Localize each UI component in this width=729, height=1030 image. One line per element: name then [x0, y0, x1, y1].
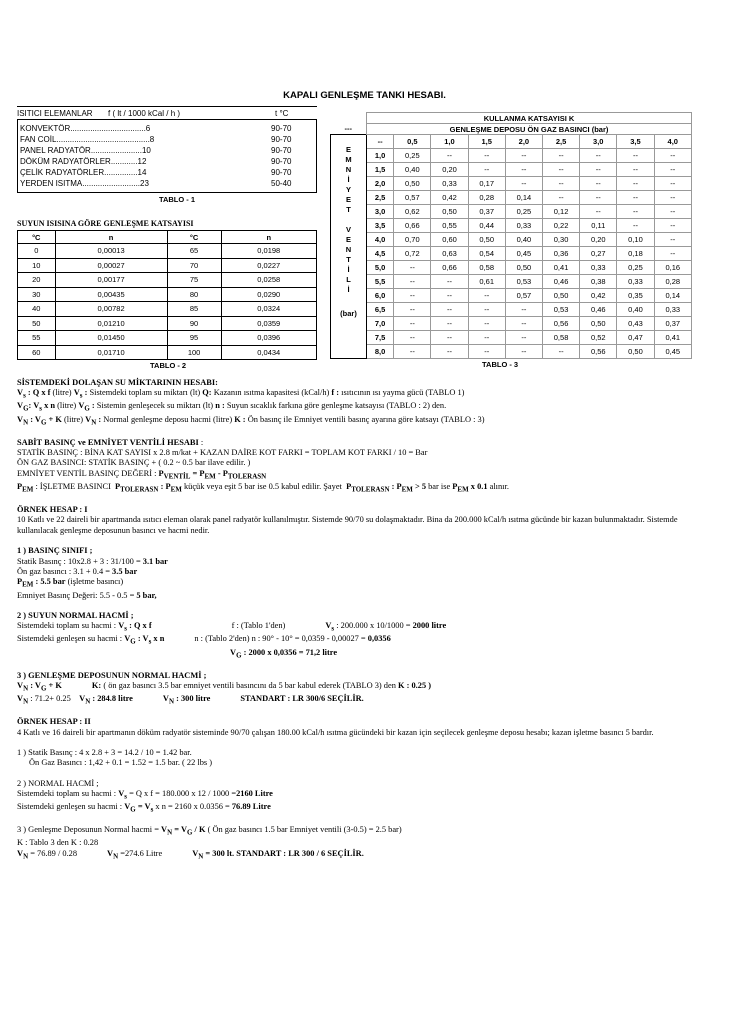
table3-cell: -- [654, 191, 691, 205]
table3-side-unit: (bar) [340, 309, 357, 318]
table1-row [18, 168, 316, 179]
table3-cell: 0,46 [542, 275, 579, 289]
example2-static-pressure: 1 ) Statik Basınç : 4 x 2.8 + 3 = 14.2 / 10 = 1.42 bar. [17, 747, 192, 757]
table3-cell: 0,41 [654, 331, 691, 345]
table3-cell: 0,53 [505, 275, 542, 289]
table3-safety-pressure: 4,5 [367, 247, 394, 261]
table3-cell: 0,45 [654, 345, 691, 359]
example2-tank-result: $V_N = 76.89 / 0.28$ $V_N =274.6$ Litre $V_N = 300$ lt. STANDART : LR 300 / 6 SEÇİLİR. [17, 848, 364, 861]
table3-column-header-row [331, 135, 692, 149]
table3-cell: -- [431, 345, 468, 359]
table3-cell: -- [468, 289, 505, 303]
table3-cell: -- [617, 205, 654, 219]
table2-header-cell: °C [167, 231, 221, 244]
table3-cell: -- [654, 177, 691, 191]
table3-column-header: -- [367, 135, 394, 149]
table3-cell: 0,20 [580, 233, 617, 247]
table3-cell: 0,33 [505, 219, 542, 233]
section1-line2: $V_G$: $V_s$ x n (litre) $V_G$ : Sistemin genleşecek su miktarı (lt) n : Suyun sıcaklık farkına göre genleşme katsayısı (TABLO : 2) den. [17, 401, 447, 414]
table3-safety-pressure: 7,5 [367, 331, 394, 345]
section2-line3: EMNİYET VENTİL BASINÇ DEĞERİ : $P_{VENTİL} = P_{EM} - P_{TOLERASN}$ [17, 468, 267, 481]
table2-cell: 0,00435 [55, 287, 167, 302]
table2-cell: 65 [167, 244, 221, 259]
table2-cell: 0,0396 [221, 331, 317, 346]
table-row [331, 177, 692, 191]
table2-cell: 0,00027 [55, 258, 167, 273]
table3-cell: 0,52 [580, 331, 617, 345]
example1-volume-title: 2 ) SUYUN NORMAL HACMİ ; [17, 610, 134, 620]
table3-safety-pressure: 2,5 [367, 191, 394, 205]
table3-cell: 0,11 [580, 219, 617, 233]
table3-cell: -- [431, 289, 468, 303]
table3-cell: 0,53 [542, 303, 579, 317]
table-row [331, 247, 692, 261]
table3-cell: -- [617, 219, 654, 233]
table2-cell: 100 [167, 345, 221, 360]
table3-side-letter: T [346, 255, 351, 264]
table3-cell: 0,42 [580, 289, 617, 303]
table-row [331, 163, 692, 177]
table-row [331, 233, 692, 247]
table3-cell: 0,10 [617, 233, 654, 247]
page-title: KAPALI GENLEŞME TANKI HESABI. [283, 90, 446, 101]
table3-safety-pressure: 2,0 [367, 177, 394, 191]
table2-cell: 20 [18, 273, 56, 288]
table3-column-header: 3,5 [617, 135, 654, 149]
table3-cell: -- [505, 177, 542, 191]
calculation-text [17, 378, 717, 862]
table3-safety-pressure: 1,0 [367, 149, 394, 163]
table3-side-letter [331, 215, 366, 225]
table3-cell: -- [542, 345, 579, 359]
table3-cell: -- [505, 303, 542, 317]
table1-element-name: KONVEKTÖR..................................6 [20, 124, 151, 133]
table-row [18, 302, 317, 317]
table3-cell: 0,55 [431, 219, 468, 233]
table1-row [18, 179, 316, 190]
table3-cell: 0,41 [542, 261, 579, 275]
table3-subtitle: GENLEŞME DEPOSU ÖN GAZ BASINCI (bar) [367, 124, 692, 135]
table1-element-name: PANEL RADYATÖR.......................10 [20, 146, 151, 155]
table3-cell: 0,33 [617, 275, 654, 289]
table3-cell: -- [617, 149, 654, 163]
table1-header-elements: ISITICI ELEMANLAR [17, 109, 93, 118]
table-row [18, 316, 317, 331]
table3-side-letter: E [345, 195, 351, 204]
table3-safety-pressure: 3,5 [367, 219, 394, 233]
table2-cell: 0,0434 [221, 345, 317, 360]
table2-cell: 60 [18, 345, 56, 360]
table3-column-header: 3,0 [580, 135, 617, 149]
table3-side-letter: N [345, 165, 352, 174]
table3-cell: -- [542, 177, 579, 191]
table1-row [18, 124, 316, 135]
table1-header [17, 106, 317, 120]
example1-static-pressure: Statik Basınç : 10x2.8 + 3 : 31/100 = 3.1 bar [17, 556, 168, 566]
table3-cell: 0,63 [431, 247, 468, 261]
table3-column-header: 0,5 [394, 135, 431, 149]
table3-column-header: 4,0 [654, 135, 691, 149]
table3-dash-cell: --- [344, 124, 352, 134]
table2-cell: 0,00177 [55, 273, 167, 288]
section1-line1: $V_s$ : Q x f (litre) $V_s$ : Sistemdeki toplam su miktarı (lt) Q: Kazanın ısıtma kapasitesi (kCal/h) f : ısıtıcının ısı yayma gücü (TABLO 1) [17, 388, 465, 401]
table3-cell: 0,36 [542, 247, 579, 261]
table2-cell: 85 [167, 302, 221, 317]
table1-temperature: 90-70 [271, 168, 292, 177]
table3-cell: -- [654, 233, 691, 247]
table1-element-name: ÇELİK RADYATÖRLER...............14 [20, 168, 147, 177]
section2-title: SABİT BASINÇ ve EMNİYET VENTİLİ HESABI : [17, 437, 204, 447]
section1-title: SİSTEMDEKİ DOLAŞAN SU MİKTARININ HESABI: [17, 378, 218, 387]
table1-row [18, 157, 316, 168]
table3-cell: -- [505, 331, 542, 345]
table2-cell: 0,0290 [221, 287, 317, 302]
table3-cell: 0,50 [542, 289, 579, 303]
table2-cell: 0,0258 [221, 273, 317, 288]
table2-header-row [18, 231, 317, 244]
table1-temperature: 90-70 [271, 146, 292, 155]
table3-cell: -- [468, 303, 505, 317]
table-row [18, 287, 317, 302]
table-row [331, 303, 692, 317]
table-row [331, 205, 692, 219]
example2-title: ÖRNEK HESAP : II [17, 717, 91, 727]
table3-cell: -- [654, 149, 691, 163]
table3-cell: 0,57 [394, 191, 431, 205]
table3-cell: 0,66 [394, 219, 431, 233]
table3-safety-pressure: 1,5 [367, 163, 394, 177]
table1-row [18, 135, 316, 146]
table2-cell: 0,0198 [221, 244, 317, 259]
table1-temperature: 90-70 [271, 124, 292, 133]
table3-cell: 0,44 [468, 219, 505, 233]
example1-tank-result: $V_N$ : 71.2+ 0.25 $V_N$ : 284.8 litre $V_N$ : 300 litre STANDART : LR 300/6 SEÇİLİR. [17, 694, 364, 706]
table3-cell: 0,27 [580, 247, 617, 261]
example1-expanding-volume: Sistemdeki genleşen su hacmi : $V_G$ : $V_s$ x n n : (Tablo 2'den) n : 90° - 10° = 0,0359 - 0,00027 = 0,0356 [17, 634, 391, 647]
example1-title: ÖRNEK HESAP : I [17, 505, 88, 515]
table3-side-letter: E [345, 145, 351, 154]
table2-cell: 30 [18, 287, 56, 302]
table3-safety-pressure: 4,0 [367, 233, 394, 247]
table3-cell: 0,62 [394, 205, 431, 219]
table2-header-cell: °C [18, 231, 56, 244]
table3-cell: 0,20 [431, 163, 468, 177]
section1-line3: $V_N$ : $V_G + K$ (litre) $V_N$ : Normal genleşme deposu hacmi (litre) K : Ön basınç ile Emniyet ventili basınç ayarına göre katsayı (TABLO : 3) [17, 414, 485, 427]
heater-elements-table [17, 106, 317, 204]
table3-cell: 0,17 [468, 177, 505, 191]
table3-cell: -- [394, 303, 431, 317]
table3-cell: 0,56 [580, 345, 617, 359]
table3-cell: 0,50 [580, 317, 617, 331]
table-row [18, 345, 317, 360]
table3-side-letter: V [345, 225, 351, 234]
table1-header-f: f ( lt / 1000 kCal / h ) [108, 109, 181, 118]
table3-side-letter: Y [345, 185, 351, 194]
table3-cell: 0,45 [505, 247, 542, 261]
table3-cell: -- [617, 191, 654, 205]
table3-cell: 0,38 [580, 275, 617, 289]
table2-cell: 0,0227 [221, 258, 317, 273]
table3-cell: 0,35 [617, 289, 654, 303]
table3-cell: -- [431, 331, 468, 345]
table3-cell: -- [580, 163, 617, 177]
example1-pressure-title: 1 ) BASINÇ SINIFI ; [17, 546, 93, 556]
table3-cell: 0,37 [468, 205, 505, 219]
table3-cell: 0,42 [431, 191, 468, 205]
table3-safety-pressure: 5,5 [367, 275, 394, 289]
table-row [18, 244, 317, 259]
table3-cell: -- [617, 177, 654, 191]
table3-side-letter: İ [347, 175, 350, 184]
table-row [331, 149, 692, 163]
table1-temperature: 90-70 [271, 135, 292, 144]
table3-cell: -- [431, 149, 468, 163]
table3-cell: 0,18 [617, 247, 654, 261]
table1-element-name: DÖKÜM RADYATÖRLER............12 [20, 157, 147, 166]
table3-cell: -- [542, 149, 579, 163]
table3-cell: -- [654, 247, 691, 261]
table2-cell: 0,01710 [55, 345, 167, 360]
table-row [331, 261, 692, 275]
expansion-coefficient-table [17, 219, 317, 370]
table2-cell: 55 [18, 331, 56, 346]
example1-operating-pressure: $P_{EM}$ : 5.5 bar (işletme basıncı) [17, 577, 124, 590]
table3-cell: -- [542, 191, 579, 205]
table3-column-header: 1,0 [431, 135, 468, 149]
table3-cell: 0,33 [580, 261, 617, 275]
table3-cell: 0,50 [431, 205, 468, 219]
table3-cell: -- [394, 345, 431, 359]
table3-side-label [331, 135, 367, 359]
table3-cell: 0,25 [617, 261, 654, 275]
table2-cell: 0,00013 [55, 244, 167, 259]
table2-cell: 40 [18, 302, 56, 317]
table3-cell: 0,50 [505, 261, 542, 275]
table1-header-t: t °C [275, 109, 289, 118]
table3-cell: -- [431, 275, 468, 289]
table1-caption: TABLO - 1 [158, 195, 196, 204]
table3-safety-pressure: 6,5 [367, 303, 394, 317]
example1-description: 10 Katlı ve 22 daireli bir apartmanda ısıtıcı eleman olarak panel radyatör kullanılmıştır. Sistemde 90/70 su dolaşmaktadır. Bina da 200.000 kCal/h ısıtma gücünde bir kazan bulunmaktadır. Sistemde kullanılacak genleşme deposunun basıncı ve hacmi nedir. [17, 515, 678, 535]
table2-cell: 0 [18, 244, 56, 259]
table2-cell: 75 [167, 273, 221, 288]
table3-side-letter: L [346, 275, 351, 284]
usage-coefficient-table [330, 112, 692, 369]
table3-cell: 0,33 [654, 303, 691, 317]
table3-cell: 0,58 [542, 331, 579, 345]
table3-cell: -- [505, 163, 542, 177]
table3-cell: -- [505, 317, 542, 331]
table3-cell: -- [468, 317, 505, 331]
table3-cell: 0,40 [394, 163, 431, 177]
table3-cell: -- [431, 303, 468, 317]
example1-tank-formula: $V_N$ : $V_G + K$ K: ( ön gaz basıncı 3.5 bar emniyet ventili basıncını da 5 bar kabul ederek (TABLO 3) den K : 0.25 ) [17, 680, 432, 693]
table3-cell: -- [468, 345, 505, 359]
table2-header-cell: n [55, 231, 167, 244]
table-row [331, 317, 692, 331]
table2-cell: 80 [167, 287, 221, 302]
table3-cell: -- [468, 149, 505, 163]
table-row [18, 258, 317, 273]
table2-cell: 50 [18, 316, 56, 331]
table3-side-letter: T [346, 205, 351, 214]
table3-cell: 0,66 [431, 261, 468, 275]
table1-body [17, 120, 317, 193]
table3-cell: 0,30 [542, 233, 579, 247]
table3-column-header: 2,0 [505, 135, 542, 149]
table2-cell: 0,01210 [55, 316, 167, 331]
table3-cell: 0,50 [394, 177, 431, 191]
table3-side-letter: N [345, 245, 352, 254]
table3-safety-pressure: 5,0 [367, 261, 394, 275]
table3-cell: 0,28 [654, 275, 691, 289]
table3-cell: -- [654, 205, 691, 219]
table3-cell: 0,47 [617, 331, 654, 345]
table3-cell: 0,70 [394, 233, 431, 247]
table3-column-header: 2,5 [542, 135, 579, 149]
table3-cell: 0,46 [580, 303, 617, 317]
table3-cell: 0,12 [542, 205, 579, 219]
table3-cell: -- [580, 149, 617, 163]
table3-cell: -- [580, 191, 617, 205]
table3-cell: 0,54 [468, 247, 505, 261]
table3-cell: 0,72 [394, 247, 431, 261]
table2-cell: 0,01450 [55, 331, 167, 346]
table-row [331, 289, 692, 303]
table3-column-header: 1,5 [468, 135, 505, 149]
table1-element-name: YERDEN ISITMA..........................23 [20, 179, 149, 188]
table3-cell: 0,61 [468, 275, 505, 289]
table3-cell: 0,40 [617, 303, 654, 317]
table2-cell: 70 [167, 258, 221, 273]
table3-cell: 0,33 [431, 177, 468, 191]
table3-cell: 0,56 [542, 317, 579, 331]
example2-tank-formula: 3 ) Genleşme Deposunun Normal hacmi = $V_N = V_G / K$ ( Ön gaz basıncı 1.5 bar Emniyet ventili (3-0.5) = 2.5 bar) [17, 825, 402, 837]
table2-cell: 0,0359 [221, 316, 317, 331]
table3-cell: -- [654, 163, 691, 177]
table3-cell: 0,22 [542, 219, 579, 233]
table3-cell: 0,37 [654, 317, 691, 331]
table2-cell: 90 [167, 316, 221, 331]
table3-cell: 0,57 [505, 289, 542, 303]
table3-safety-pressure: 8,0 [367, 345, 394, 359]
table3-cell: -- [654, 219, 691, 233]
table-row [331, 275, 692, 289]
example2-expanding-volume: Sistemdeki genleşen su hacmi : $V_G = V_s$ x n = 2160 x 0.0356 = 76.89 Litre [17, 802, 271, 814]
table3-cell: -- [580, 205, 617, 219]
table3-cell: 0,25 [394, 149, 431, 163]
example1-tank-title: 3 ) GENLEŞME DEPOSUNUN NORMAL HACMİ ; [17, 670, 207, 680]
example2-total-volume: Sistemdeki toplam su hacmi : $V_s = Q$ x f = 180.000 x 12 / 1000 =2160 Litre [17, 789, 273, 801]
example2-volume-title: 2 ) NORMAL HACMİ ; [17, 778, 99, 788]
table3-cell: 0,60 [431, 233, 468, 247]
table3-safety-pressure: 3,0 [367, 205, 394, 219]
example1-expanding-result: $V_G$ : 2000 x 0,0356 = 71,2 litre [230, 647, 338, 660]
table3-cell: -- [617, 163, 654, 177]
table3-cell: 0,16 [654, 261, 691, 275]
table2-cell: 10 [18, 258, 56, 273]
table-row [18, 331, 317, 346]
table-row [331, 331, 692, 345]
table2-header-cell: n [221, 231, 317, 244]
table-row [331, 191, 692, 205]
table-row [18, 273, 317, 288]
table3-cell: -- [394, 317, 431, 331]
example2-pre-gas-pressure: Ön Gaz Basıncı : 1,42 + 0.1 = 1.52 = 1.5 bar. ( 22 lbs ) [29, 758, 213, 768]
table3-title: KULLANMA KATSAYISI K [367, 113, 692, 124]
table3-cell: 0,14 [654, 289, 691, 303]
table3-caption: TABLO - 3 [482, 360, 519, 369]
table2-caption: TABLO - 2 [150, 361, 187, 370]
table-row [331, 219, 692, 233]
table3-cell: 0,58 [468, 261, 505, 275]
example1-safety-pressure: Emniyet Basınç Değeri: 5.5 - 0.5 = 5 bar, [17, 590, 157, 600]
table3-cell: -- [431, 317, 468, 331]
table3-cell: 0,40 [505, 233, 542, 247]
table2-cell: 0,0324 [221, 302, 317, 317]
table2-cell: 0,00782 [55, 302, 167, 317]
table1-row [18, 146, 316, 157]
table2-title: SUYUN ISISINA GÖRE GENLEŞME KATSAYISI [17, 219, 194, 228]
table3-safety-pressure: 7,0 [367, 317, 394, 331]
table3-safety-pressure: 6,0 [367, 289, 394, 303]
table3-cell: 0,14 [505, 191, 542, 205]
table3-cell: 0,28 [468, 191, 505, 205]
table3-side-letter: M [345, 155, 352, 164]
table1-temperature: 50-40 [271, 179, 292, 188]
table1-element-name: FAN COİL..........................................8 [20, 135, 155, 144]
table3-cell: -- [394, 289, 431, 303]
table2-cell: 95 [167, 331, 221, 346]
table-row [331, 345, 692, 359]
table3-cell: -- [468, 331, 505, 345]
table3-side-letter: İ [347, 285, 350, 294]
table3-cell: -- [505, 149, 542, 163]
table3-cell: -- [505, 345, 542, 359]
table3-side-letter: E [345, 235, 351, 244]
table3-cell: -- [542, 163, 579, 177]
example1-pre-gas-pressure: Ön gaz basıncı : 3.1 + 0.4 = 3.5 bar [17, 567, 138, 577]
section2-line2: ÖN GAZ BASINCI: STATİK BASINÇ + ( 0.2 ~ 0.5 bar ilave edilir. ) [17, 458, 251, 468]
table3-cell: 0,50 [617, 345, 654, 359]
table3-cell: -- [394, 261, 431, 275]
table3-cell: 0,25 [505, 205, 542, 219]
table3-cell: 0,50 [468, 233, 505, 247]
table3-cell: -- [394, 275, 431, 289]
section2-line1: STATİK BASINÇ : BİNA KAT SAYISI x 2.8 m/kat + KAZAN DAİRE KOT FARKI = TOPLAM KOT FARKI / 10 = Bar [17, 448, 428, 458]
table1-temperature: 90-70 [271, 157, 292, 166]
table3-cell: -- [580, 177, 617, 191]
example2-k-value: K : Tablo 3 den K : 0.28 [17, 838, 99, 848]
table3-cell: -- [468, 163, 505, 177]
table3-cell: -- [394, 331, 431, 345]
table3-cell: 0,43 [617, 317, 654, 331]
example2-description: 4 Katlı ve 16 daireli bir apartmanın döküm radyatör sisteminde 90/70 çalışan 180.00 kCal/h ısıtma gücündeki bir kazan için seçilecek genleşme deposu hesabı; kazan işletme basıncı 5 bardır. [17, 727, 654, 737]
section2-line4: $P_{EM}$ : İŞLETME BASINCI $P_{TOLERASN}$ : $P_{EM}$ küçük veya eşit 5 bar ise 0.5 kabul edilir. Şayet $P_{TOLERASN}$ : $P_{EM} > 5$ bar ise $P_{EM}$ x 0.1 alınır. [17, 481, 509, 494]
table3-side-letter: İ [347, 265, 350, 274]
example1-total-volume: Sistemdeki toplam su hacmi : $V_s$ : Q x f f : (Tablo 1'den) $V_s$ : 200.000 x 10/1000 = 2000 litre [17, 621, 447, 634]
